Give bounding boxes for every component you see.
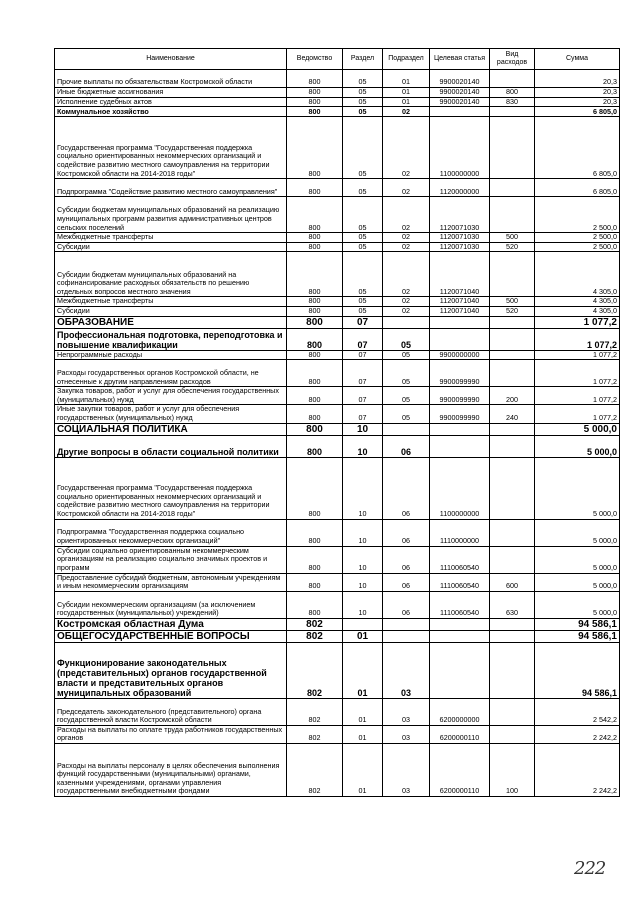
cell-expense-type (490, 350, 535, 360)
cell-target-article (430, 107, 490, 117)
table-row (55, 546, 620, 573)
cell-name: Субсидии (55, 306, 287, 316)
cell-subsection: 02 (383, 117, 430, 179)
cell-name: Подпрограмма "Государственная поддержка социально ориентированных некоммерческих организаций" (55, 519, 287, 546)
cell-expense-type (490, 725, 535, 743)
cell-subsection: 02 (383, 306, 430, 316)
table-row (55, 387, 620, 405)
cell-sum: 6 805,0 (535, 107, 620, 117)
cell-subsection: 02 (383, 242, 430, 252)
cell-name: Коммунальное хозяйство (55, 107, 287, 117)
cell-name: Расходы на выплаты по оплате труда работников государственных органов (55, 725, 287, 743)
cell-subsection: 03 (383, 743, 430, 796)
cell-section: 05 (343, 70, 383, 88)
cell-sum: 2 242,2 (535, 743, 620, 796)
cell-subsection (383, 618, 430, 630)
table-row (55, 698, 620, 725)
cell-target-article (430, 618, 490, 630)
cell-subsection: 01 (383, 70, 430, 88)
header-sum: Сумма (535, 49, 620, 70)
cell-name: Субсидии некоммерческим организациям (за исключением государственных (муниципальных) учреждений) (55, 591, 287, 618)
cell-subsection: 05 (383, 387, 430, 405)
cell-section (343, 618, 383, 630)
cell-subsection: 06 (383, 519, 430, 546)
cell-subsection: 03 (383, 642, 430, 698)
cell-expense-type (490, 630, 535, 642)
cell-department: 800 (287, 405, 343, 423)
cell-target-article (430, 630, 490, 642)
cell-expense-type (490, 618, 535, 630)
cell-section: 01 (343, 743, 383, 796)
cell-name: Расходы государственных органов Костромской области, не отнесенные к другим направлениям расходов (55, 360, 287, 387)
cell-sum: 5 000,0 (535, 546, 620, 573)
cell-subsection: 05 (383, 360, 430, 387)
cell-sum: 5 000,0 (535, 423, 620, 435)
cell-target-article: 6200000110 (430, 743, 490, 796)
cell-expense-type (490, 642, 535, 698)
table-row (55, 519, 620, 546)
cell-section: 05 (343, 252, 383, 297)
table-row (55, 573, 620, 591)
header-expense-type: Вид расходов (490, 49, 535, 70)
cell-subsection: 02 (383, 197, 430, 233)
cell-target-article: 6200000000 (430, 698, 490, 725)
cell-department: 802 (287, 743, 343, 796)
cell-department: 800 (287, 350, 343, 360)
table-row (55, 630, 620, 642)
cell-sum: 20,3 (535, 97, 620, 107)
cell-expense-type: 500 (490, 297, 535, 307)
table-row (55, 618, 620, 630)
cell-section: 05 (343, 297, 383, 307)
cell-sum: 1 077,2 (535, 405, 620, 423)
cell-section: 05 (343, 97, 383, 107)
cell-target-article: 9900020140 (430, 70, 490, 88)
cell-name: Иные закупки товаров, работ и услуг для обеспечения государственных (муниципальных) нужд (55, 405, 287, 423)
cell-target-article: 6200000110 (430, 725, 490, 743)
cell-department: 800 (287, 179, 343, 197)
cell-sum: 5 000,0 (535, 519, 620, 546)
cell-expense-type (490, 328, 535, 350)
cell-sum: 1 077,2 (535, 350, 620, 360)
cell-section: 05 (343, 107, 383, 117)
cell-department: 800 (287, 591, 343, 618)
table-row (55, 316, 620, 328)
cell-sum: 2 242,2 (535, 725, 620, 743)
cell-section: 10 (343, 591, 383, 618)
cell-name: Предоставление субсидий бюджетным, автономным учреждениям и иным некоммерческим организациям (55, 573, 287, 591)
cell-target-article: 1110000000 (430, 519, 490, 546)
cell-section: 07 (343, 350, 383, 360)
cell-name: Функционирование законодательных (представительных) органов государственной власти и представительных органов муниципальных образований (55, 642, 287, 698)
table-row (55, 197, 620, 233)
cell-expense-type (490, 519, 535, 546)
cell-sum: 1 077,2 (535, 328, 620, 350)
cell-expense-type (490, 360, 535, 387)
cell-department: 800 (287, 316, 343, 328)
table-row (55, 743, 620, 796)
table-row (55, 306, 620, 316)
cell-subsection: 01 (383, 88, 430, 98)
cell-department: 800 (287, 519, 343, 546)
cell-expense-type (490, 70, 535, 88)
cell-department: 800 (287, 88, 343, 98)
table-row (55, 107, 620, 117)
cell-section: 01 (343, 725, 383, 743)
cell-subsection (383, 423, 430, 435)
header-department: Ведомство (287, 49, 343, 70)
cell-department: 802 (287, 725, 343, 743)
cell-expense-type: 800 (490, 88, 535, 98)
table-row (55, 179, 620, 197)
cell-target-article (430, 642, 490, 698)
cell-name: Субсидии бюджетам муниципальных образований на софинансирование расходных обязательств по решению отдельных вопросов местного значения (55, 252, 287, 297)
cell-subsection: 06 (383, 435, 430, 457)
cell-subsection: 03 (383, 698, 430, 725)
cell-target-article: 9900020140 (430, 88, 490, 98)
cell-sum: 1 077,2 (535, 360, 620, 387)
cell-expense-type (490, 423, 535, 435)
cell-target-article (430, 328, 490, 350)
cell-subsection: 05 (383, 405, 430, 423)
cell-section: 07 (343, 328, 383, 350)
cell-section: 05 (343, 117, 383, 179)
cell-department: 802 (287, 698, 343, 725)
cell-subsection: 05 (383, 328, 430, 350)
table-row (55, 435, 620, 457)
cell-section: 10 (343, 546, 383, 573)
cell-subsection: 02 (383, 107, 430, 117)
table-row (55, 350, 620, 360)
cell-section: 10 (343, 435, 383, 457)
cell-department: 800 (287, 328, 343, 350)
cell-expense-type (490, 546, 535, 573)
cell-expense-type: 830 (490, 97, 535, 107)
cell-department: 800 (287, 107, 343, 117)
cell-subsection: 06 (383, 573, 430, 591)
cell-name: Субсидии социально ориентированным некоммерческим организациям на реализацию социально значимых проектов и программ (55, 546, 287, 573)
cell-expense-type (490, 197, 535, 233)
cell-target-article: 1100000000 (430, 117, 490, 179)
cell-name: ОБРАЗОВАНИЕ (55, 316, 287, 328)
cell-target-article: 1120071030 (430, 197, 490, 233)
cell-section: 07 (343, 316, 383, 328)
cell-section: 10 (343, 457, 383, 519)
cell-target-article: 9900000000 (430, 350, 490, 360)
cell-section: 10 (343, 423, 383, 435)
cell-department: 800 (287, 70, 343, 88)
cell-department: 800 (287, 423, 343, 435)
table-body (55, 70, 620, 797)
cell-expense-type: 200 (490, 387, 535, 405)
header-name: Наименование (55, 49, 287, 70)
cell-expense-type (490, 316, 535, 328)
cell-target-article: 1120000000 (430, 179, 490, 197)
table-row (55, 252, 620, 297)
cell-section: 05 (343, 233, 383, 243)
cell-subsection: 02 (383, 252, 430, 297)
cell-target-article: 1110060540 (430, 546, 490, 573)
cell-sum: 1 077,2 (535, 387, 620, 405)
cell-section: 05 (343, 242, 383, 252)
cell-name: Государственная программа "Государственная поддержка социально ориентированных некоммерческих организаций и содействие развитию местного самоуправления на территории Костромской области на 2014-2018 годы" (55, 117, 287, 179)
cell-department: 800 (287, 306, 343, 316)
cell-target-article: 9900099990 (430, 360, 490, 387)
cell-name: Костромская областная Дума (55, 618, 287, 630)
table-row (55, 405, 620, 423)
cell-sum: 1 077,2 (535, 316, 620, 328)
cell-section: 01 (343, 698, 383, 725)
cell-department: 802 (287, 618, 343, 630)
cell-expense-type (490, 457, 535, 519)
cell-sum: 4 305,0 (535, 252, 620, 297)
cell-sum: 2 500,0 (535, 242, 620, 252)
cell-name: Государственная программа "Государственная поддержка социально ориентированных некоммерческих организаций и содействие развитию местного самоуправления на территории Костромской области на 2014-2018 годы" (55, 457, 287, 519)
cell-sum: 2 542,2 (535, 698, 620, 725)
cell-section: 05 (343, 179, 383, 197)
table-row (55, 117, 620, 179)
cell-expense-type (490, 698, 535, 725)
cell-department: 800 (287, 197, 343, 233)
cell-subsection: 02 (383, 297, 430, 307)
cell-section: 05 (343, 88, 383, 98)
cell-department: 800 (287, 297, 343, 307)
cell-department: 802 (287, 642, 343, 698)
cell-target-article: 1120071040 (430, 306, 490, 316)
header-target-article: Целевая статья (430, 49, 490, 70)
cell-section: 05 (343, 306, 383, 316)
cell-section: 07 (343, 387, 383, 405)
cell-section: 10 (343, 573, 383, 591)
cell-name: Субсидии (55, 242, 287, 252)
cell-expense-type: 520 (490, 242, 535, 252)
cell-subsection: 06 (383, 546, 430, 573)
cell-department: 800 (287, 435, 343, 457)
cell-department: 800 (287, 233, 343, 243)
cell-target-article: 1100000000 (430, 457, 490, 519)
cell-department: 800 (287, 97, 343, 107)
cell-expense-type: 240 (490, 405, 535, 423)
page-number: 222 (574, 858, 606, 879)
cell-name: Субсидии бюджетам муниципальных образований на реализацию муниципальных программ развития административных центров сельских поселений (55, 197, 287, 233)
table-row (55, 642, 620, 698)
cell-target-article (430, 316, 490, 328)
cell-department: 802 (287, 630, 343, 642)
cell-section: 10 (343, 519, 383, 546)
cell-sum: 5 000,0 (535, 457, 620, 519)
cell-expense-type (490, 107, 535, 117)
table-row (55, 97, 620, 107)
cell-subsection: 03 (383, 725, 430, 743)
cell-sum: 6 805,0 (535, 117, 620, 179)
table-row (55, 70, 620, 88)
cell-target-article (430, 423, 490, 435)
cell-department: 800 (287, 457, 343, 519)
header-subsection: Подраздел (383, 49, 430, 70)
cell-expense-type: 600 (490, 573, 535, 591)
cell-target-article: 1110060540 (430, 591, 490, 618)
cell-target-article: 1120071040 (430, 297, 490, 307)
cell-target-article: 9900020140 (430, 97, 490, 107)
cell-subsection: 02 (383, 179, 430, 197)
cell-target-article: 1120071030 (430, 242, 490, 252)
cell-sum: 2 500,0 (535, 197, 620, 233)
table-row (55, 233, 620, 243)
cell-expense-type: 520 (490, 306, 535, 316)
cell-section: 01 (343, 630, 383, 642)
cell-name: Председатель законодательного (представительного) органа государственной власти Костромской области (55, 698, 287, 725)
cell-target-article: 9900099990 (430, 405, 490, 423)
cell-name: СОЦИАЛЬНАЯ ПОЛИТИКА (55, 423, 287, 435)
cell-subsection: 06 (383, 591, 430, 618)
cell-section: 07 (343, 360, 383, 387)
cell-target-article: 1120071030 (430, 233, 490, 243)
cell-target-article: 9900099990 (430, 387, 490, 405)
cell-name: Межбюджетные трансферты (55, 297, 287, 307)
cell-name: Непрограммные расходы (55, 350, 287, 360)
cell-department: 800 (287, 252, 343, 297)
cell-sum: 94 586,1 (535, 642, 620, 698)
cell-expense-type: 500 (490, 233, 535, 243)
budget-table (54, 48, 620, 797)
cell-expense-type (490, 179, 535, 197)
cell-subsection: 06 (383, 457, 430, 519)
cell-name: Другие вопросы в области социальной политики (55, 435, 287, 457)
cell-subsection: 05 (383, 350, 430, 360)
cell-sum: 4 305,0 (535, 297, 620, 307)
table-row (55, 328, 620, 350)
table-row (55, 725, 620, 743)
table-row (55, 360, 620, 387)
cell-section: 01 (343, 642, 383, 698)
cell-department: 800 (287, 242, 343, 252)
cell-sum: 20,3 (535, 70, 620, 88)
cell-sum: 5 000,0 (535, 573, 620, 591)
cell-name: ОБЩЕГОСУДАРСТВЕННЫЕ ВОПРОСЫ (55, 630, 287, 642)
cell-expense-type: 100 (490, 743, 535, 796)
cell-subsection (383, 630, 430, 642)
cell-name: Исполнение судебных актов (55, 97, 287, 107)
cell-name: Иные бюджетные ассигнования (55, 88, 287, 98)
cell-expense-type (490, 252, 535, 297)
cell-sum: 5 000,0 (535, 435, 620, 457)
cell-sum: 94 586,1 (535, 630, 620, 642)
cell-sum: 5 000,0 (535, 591, 620, 618)
table-row (55, 242, 620, 252)
cell-expense-type (490, 117, 535, 179)
table-row (55, 297, 620, 307)
cell-expense-type: 630 (490, 591, 535, 618)
cell-sum: 20,3 (535, 88, 620, 98)
cell-name: Прочие выплаты по обязательствам Костромской области (55, 70, 287, 88)
cell-target-article: 1110060540 (430, 573, 490, 591)
cell-department: 800 (287, 573, 343, 591)
cell-subsection: 01 (383, 97, 430, 107)
budget-table-sheet (54, 48, 619, 797)
table-row (55, 591, 620, 618)
cell-subsection (383, 316, 430, 328)
table-row (55, 457, 620, 519)
cell-department: 800 (287, 117, 343, 179)
cell-department: 800 (287, 387, 343, 405)
cell-sum: 6 805,0 (535, 179, 620, 197)
cell-name: Подпрограмма "Содействие развитию местного самоуправления" (55, 179, 287, 197)
cell-department: 800 (287, 360, 343, 387)
cell-sum: 94 586,1 (535, 618, 620, 630)
table-header-row (55, 49, 620, 70)
cell-name: Профессиональная подготовка, переподготовка и повышение квалификации (55, 328, 287, 350)
cell-sum: 4 305,0 (535, 306, 620, 316)
cell-department: 800 (287, 546, 343, 573)
cell-target-article: 1120071040 (430, 252, 490, 297)
table-row (55, 88, 620, 98)
cell-name: Расходы на выплаты персоналу в целях обеспечения выполнения функций государственными (муниципальными) органами, казенными учреждениями, органами управления государственными внебюджетными фондами (55, 743, 287, 796)
cell-section: 07 (343, 405, 383, 423)
cell-name: Межбюджетные трансферты (55, 233, 287, 243)
table-row (55, 423, 620, 435)
cell-section: 05 (343, 197, 383, 233)
cell-target-article (430, 435, 490, 457)
cell-sum: 2 500,0 (535, 233, 620, 243)
cell-expense-type (490, 435, 535, 457)
cell-subsection: 02 (383, 233, 430, 243)
cell-name: Закупка товаров, работ и услуг для обеспечения государственных (муниципальных) нужд (55, 387, 287, 405)
header-section: Раздел (343, 49, 383, 70)
